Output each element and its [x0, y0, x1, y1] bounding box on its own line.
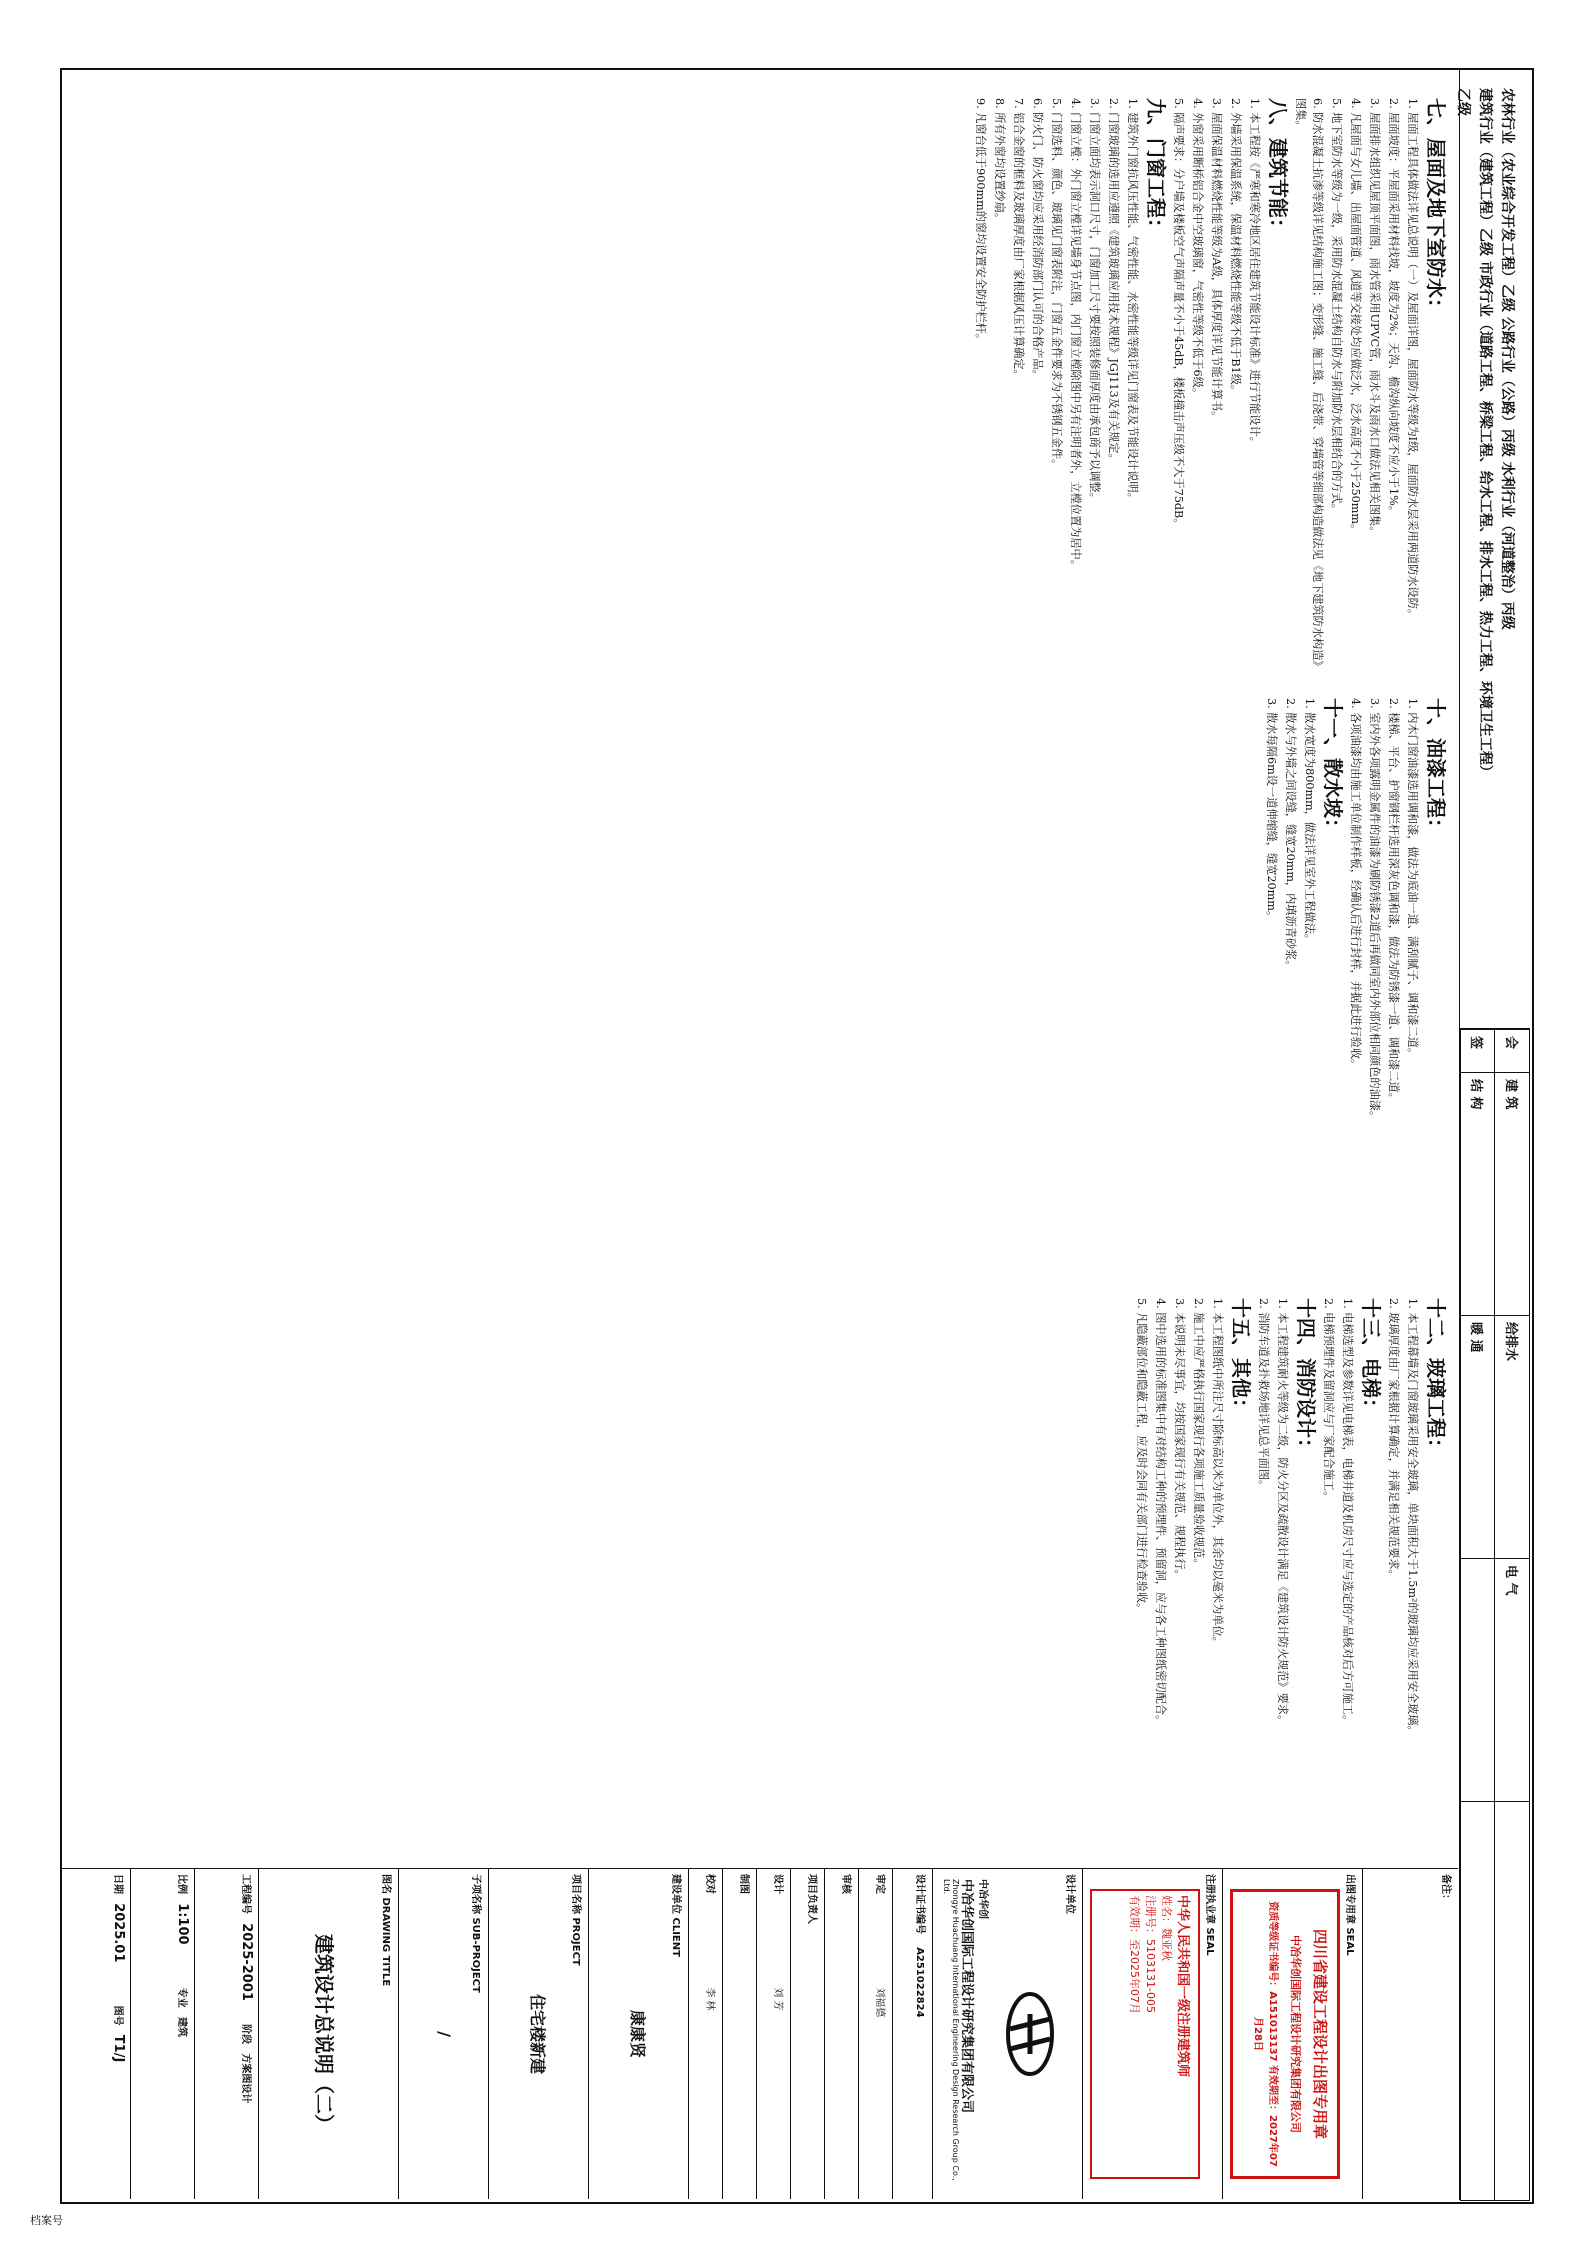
drawn-by-label: 制图 — [738, 1874, 749, 1894]
section-10-title: 十、油漆工程： — [1424, 698, 1448, 838]
discipline: 建筑 — [176, 2016, 187, 2037]
s7-item: 3. 屋面排水组织见屋顶平面图，雨水管采用UPVC管，雨水斗及雨水口做法见相关图集。 — [1368, 98, 1381, 538]
job-info-row-2 — [130, 1869, 194, 2199]
subproject-name: / — [435, 2031, 454, 2037]
cert-seal-cell — [1082, 1869, 1222, 2199]
approved-by-label: 审定 — [874, 1874, 885, 1894]
cert-code: A251022824 — [914, 1947, 925, 2018]
sign-blank-3 — [1461, 1802, 1496, 2201]
s8-item: 5. 隔声要求：分户墙及楼板空气声隔声量不小于45dB，楼板撞击声压级不大于75dB。 — [1172, 98, 1185, 530]
cert-title: 中华人民共和国一级注册建筑师 — [1175, 1895, 1190, 2078]
sign-hui: 会 — [1495, 1030, 1530, 1073]
review-row — [824, 1869, 858, 2199]
project-leader-label: 项目负责人 — [806, 1874, 817, 1924]
publish-stamp — [1230, 1889, 1340, 2179]
s7-item: 2. 屋面坡度：平屋面采用材料找坡，坡度为2%；天沟、檐沟纵向坡度不应小于1%。 — [1387, 98, 1400, 517]
sign-blank-2 — [1461, 1559, 1496, 1802]
section-12-title: 十二、玻璃工程： — [1424, 1298, 1448, 1458]
s10-item: 3. 室内外各项露明金属件的油漆为刷防锈漆2道后再做同室内外部位相同颜色的油漆。 — [1368, 698, 1381, 1123]
company-short: 中冶华创 — [977, 1879, 988, 1919]
seal-label: 出图专用章 SEAL — [1344, 1874, 1355, 1956]
s14-item: 2. 消防车道及扑救场地详见总平面图。 — [1257, 1298, 1270, 1492]
stamp-company: 四川省建设工程设计出图专用章 — [1311, 1928, 1329, 2139]
s7-item: 1. 屋面工程具体做法详见总说明（一）及屋面详图，屋面防水等级为Ⅰ级，屋面防水层采用两道防水设防。 — [1406, 98, 1419, 621]
s10-item: 4. 各项油漆均由施工单位制作样板，经确认后进行封样，并据此进行验收。 — [1349, 698, 1362, 1071]
column-1 — [70, 98, 1450, 678]
client-cell — [588, 1869, 688, 2199]
project-label: 项目名称 PROJECT — [570, 1874, 581, 1966]
s9-item: 4. 门窗立樘：外门窗立樘详见墙身节点图，内门窗立樘除图中另有注明者外，立樘位置为居中。 — [1069, 98, 1082, 571]
section-7-title: 七、屋面及地下室防水： — [1424, 98, 1448, 318]
column-3 — [70, 1298, 1450, 1858]
column-2 — [70, 698, 1450, 1278]
s11-item: 3. 散水每隔6m设一道伸缩缝，缝宽20mm。 — [1265, 698, 1278, 923]
s7-item: 5. 地下室防水等级为一级，采用防水混凝土结构自防水与附加防水层相结合的方式。 — [1330, 98, 1343, 515]
sign-blank-1 — [1495, 1802, 1530, 2201]
s10-item: 2. 楼梯、平台、护窗钢栏杆选用深灰色调和漆，做法为防锈漆一道、调和漆二道。 — [1387, 698, 1400, 1104]
job-info-row-1 — [194, 1869, 258, 2199]
drawn-row — [722, 1869, 756, 2199]
cert-code-cell — [892, 1869, 932, 2199]
reviewed-by-label: 审核 — [840, 1874, 851, 1894]
s15-item: 2. 施工中应严格执行国家现行各项施工质量验收规范。 — [1192, 1298, 1205, 1570]
drawing-no-label: 图号 — [112, 2005, 123, 2026]
sign-qian: 签 — [1461, 1030, 1496, 1073]
company-en: Zhongye Huachuang International Engineering Design Research Group Co., Ltd. — [942, 1879, 960, 2181]
s11-item: 2. 散水与外墙之间设缝，缝宽20mm，内填沥青砂浆。 — [1284, 698, 1297, 972]
stage-label: 阶段 — [240, 2024, 251, 2045]
notes-cell — [1362, 1869, 1458, 2199]
s8-item: 3. 屋面保温材料燃烧性能等级为A级，具体厚度详见节能计算书。 — [1210, 98, 1223, 423]
s13-item: 2. 电梯预埋件及留洞应与厂家配合施工。 — [1322, 1298, 1335, 1503]
s8-item: 2. 外墙采用保温系统，保温材料燃烧性能等级不低于B1级。 — [1229, 98, 1242, 397]
section-11-title: 十一、散水坡： — [1321, 698, 1345, 838]
disc-water: 给排水 — [1495, 1316, 1530, 1559]
project-name: 住宅楼新建 — [528, 1993, 547, 2074]
qual-line-1: 农林行业（农业综合开发工程）乙级 公路行业（公路）丙级 水利行业（河道整治）丙级 — [1499, 88, 1515, 630]
company-logo-icon — [1000, 1989, 1060, 2079]
s9-item: 9. 凡窗台低于900mm的窗均设置安全防护栏杆。 — [974, 98, 987, 345]
checker-name: 李 林 — [704, 1987, 715, 2011]
designed-by-label: 设计 — [772, 1874, 783, 1894]
client-name: 康康贤 — [628, 2009, 647, 2058]
job-no: 2025-2001 — [239, 1923, 254, 2001]
disc-arch: 建 筑 — [1495, 1073, 1530, 1316]
s8-item: 1. 本工程按《严寒和寒冷地区居住建筑节能设计标准》进行节能设计。 — [1248, 98, 1261, 448]
notes-title: 备注： — [1440, 1874, 1451, 1904]
scale-label: 比例 — [176, 1874, 187, 1894]
s15-item: 5. 凡隐蔽部位和隐蔽工程，应及时会同有关部门进行检查验收。 — [1135, 1298, 1148, 1615]
section-15-title: 十五、其他： — [1229, 1298, 1253, 1418]
company-label: 设计单位 — [1064, 1874, 1075, 1914]
job-no-label: 工程编号 — [240, 1874, 251, 1914]
cert-no: 注册号：5103131-005 — [1144, 1895, 1157, 2013]
title-block — [62, 1868, 1458, 2199]
s7-item: 6. 防水混凝土抗渗等级详见结构施工图；变形缝、施工缝、后浇带、穿墙管等细部构造做法见《地下建筑防水构造》图集。 — [1294, 98, 1324, 672]
project-cell — [488, 1869, 588, 2199]
drawing-no: T1/J — [111, 2034, 126, 2063]
s9-item: 3. 门窗立面均表示洞口尺寸，门窗加工尺寸要按照装修面厚度由承包商予以调整。 — [1088, 98, 1101, 504]
s15-item: 4. 图中选用的标准图集中有对结构工种的预埋件、预留洞，应与各工种图纸密切配合。 — [1154, 1298, 1167, 1727]
countersign-table — [1460, 1028, 1530, 2201]
cert-seal — [1090, 1889, 1200, 2179]
cert-seal-label: 注册执业章 SEAL — [1204, 1874, 1215, 1956]
s9-item: 7. 铝合金窗的框料及玻璃厚度由厂家根据风压计算确定。 — [1012, 98, 1025, 381]
s13-item: 1. 电梯选型及参数详见电梯表，电梯井道及机房尺寸应与选定的产品核对后方可施工。 — [1341, 1298, 1354, 1727]
s14-item: 1. 本工程建筑耐火等级为二级，防火分区及疏散设计满足《建筑设计防火规范》要求。 — [1276, 1298, 1289, 1727]
check-row — [688, 1869, 722, 2199]
subproject-cell — [398, 1869, 488, 2199]
drawing-title-label: 图名 DRAWING TITLE — [380, 1874, 391, 1987]
s9-item: 1. 建筑外门窗抗风压性能、气密性能、水密性能等级详见门窗表及节能设计说明。 — [1126, 98, 1139, 504]
design-row — [756, 1869, 790, 2199]
job-info-row-3 — [64, 1869, 130, 2199]
publish-seal-cell — [1222, 1869, 1362, 2199]
qualification-text — [1452, 88, 1518, 788]
s15-item: 1. 本工程图纸中所注尺寸除标高以米为单位外，其余均以毫米为单位。 — [1211, 1298, 1224, 1648]
company-cn: 中冶华创国际工程设计研究集团有限公司 — [959, 1879, 974, 2114]
leader-row — [790, 1869, 824, 2199]
s11-item: 1. 散水宽度为800mm，做法详见室外工程做法。 — [1303, 698, 1316, 945]
section-13-title: 十三、电梯： — [1359, 1298, 1383, 1418]
s9-item: 8. 所有外窗均设置纱扇。 — [993, 98, 1006, 225]
drawing-title: 建筑设计总说明（二） — [312, 1934, 336, 2134]
qual-line-2: 建筑行业（建筑工程）乙级 市政行业（道路工程、桥梁工程、给水工程、排水工程、热力工程、环境卫生工程）乙级 — [1455, 88, 1493, 779]
section-14-title: 十四、消防设计： — [1294, 1298, 1318, 1458]
designer-name: 刘 芳 — [772, 1987, 783, 2011]
s12-item: 1. 本工程幕墙及门窗玻璃采用安全玻璃，单块面积大于1.5m²的玻璃均应采用安全玻璃。 — [1406, 1298, 1419, 1737]
header-band — [1455, 68, 1530, 2200]
client-label: 建设单位 CLIENT — [670, 1874, 681, 1957]
section-8-title: 八、建筑节能： — [1266, 98, 1290, 238]
stamp-line2: 中冶华创国际工程设计研究集团有限公司 — [1289, 1935, 1302, 2133]
s10-item: 1. 内木门窗油漆选用调和漆，做法为底油一道、满刮腻子、调和漆二道。 — [1406, 698, 1419, 1060]
s9-item: 6. 防火门、防火窗均应采用经消防部门认可的合格产品。 — [1031, 98, 1044, 381]
checked-by-label: 校对 — [704, 1874, 715, 1894]
company-cell — [932, 1869, 1082, 2199]
scale: 1:100 — [175, 1903, 190, 1945]
stage: 方案图设计 — [240, 2053, 251, 2104]
s9-item: 2. 门窗玻璃的选用应遵照《建筑玻璃应用技术规程》JGJ113及有关规定。 — [1107, 98, 1120, 465]
s7-item: 4. 凡屋面与女儿墙、出屋面管道、风道等交接处均应做泛水，泛水高度不小于250mm。 — [1349, 98, 1362, 536]
approver-name: 刘福德 — [874, 1987, 885, 2018]
archive-number-label: 档案号 — [30, 2214, 63, 2227]
disc-hvac: 暖 通 — [1461, 1316, 1496, 1559]
s12-item: 2. 玻璃厚度由厂家根据计算确定，并满足相关规范要求。 — [1387, 1298, 1400, 1581]
drawing-title-cell — [258, 1869, 398, 2199]
s8-item: 4. 外窗采用断桥铝合金中空玻璃窗，气密性等级不低于6级。 — [1191, 98, 1204, 400]
approval-row — [858, 1869, 892, 2199]
subproject-label: 子项名称 SUB-PROJECT — [470, 1874, 481, 1993]
date-label: 日期 — [112, 1874, 123, 1894]
rotated-drawing — [60, 68, 1530, 2200]
discipline-label: 专业 — [176, 1987, 187, 2008]
s9-item: 5. 门窗选料、颜色、玻璃见门窗表附注，门窗五金件要求为不锈钢五金件。 — [1050, 98, 1063, 471]
s15-item: 3. 本说明未尽事宜，均按国家现行有关规范、规程执行。 — [1173, 1298, 1186, 1581]
disc-elec: 电 气 — [1495, 1559, 1530, 1802]
disc-struct: 结 构 — [1461, 1073, 1496, 1316]
cert-name: 姓名：魏亚秋 — [1160, 1895, 1173, 1961]
section-9-title: 九、门窗工程： — [1144, 98, 1168, 238]
cert-valid: 有效期：至2025年07月 — [1128, 1895, 1141, 2014]
date: 2025.01 — [111, 1903, 126, 1963]
stamp-line3: 资质等级证书编号：A151013137 有效期至：2027年07月28日 — [1252, 1901, 1278, 2167]
cert-code-label: 设计证书编号 — [914, 1874, 925, 1934]
